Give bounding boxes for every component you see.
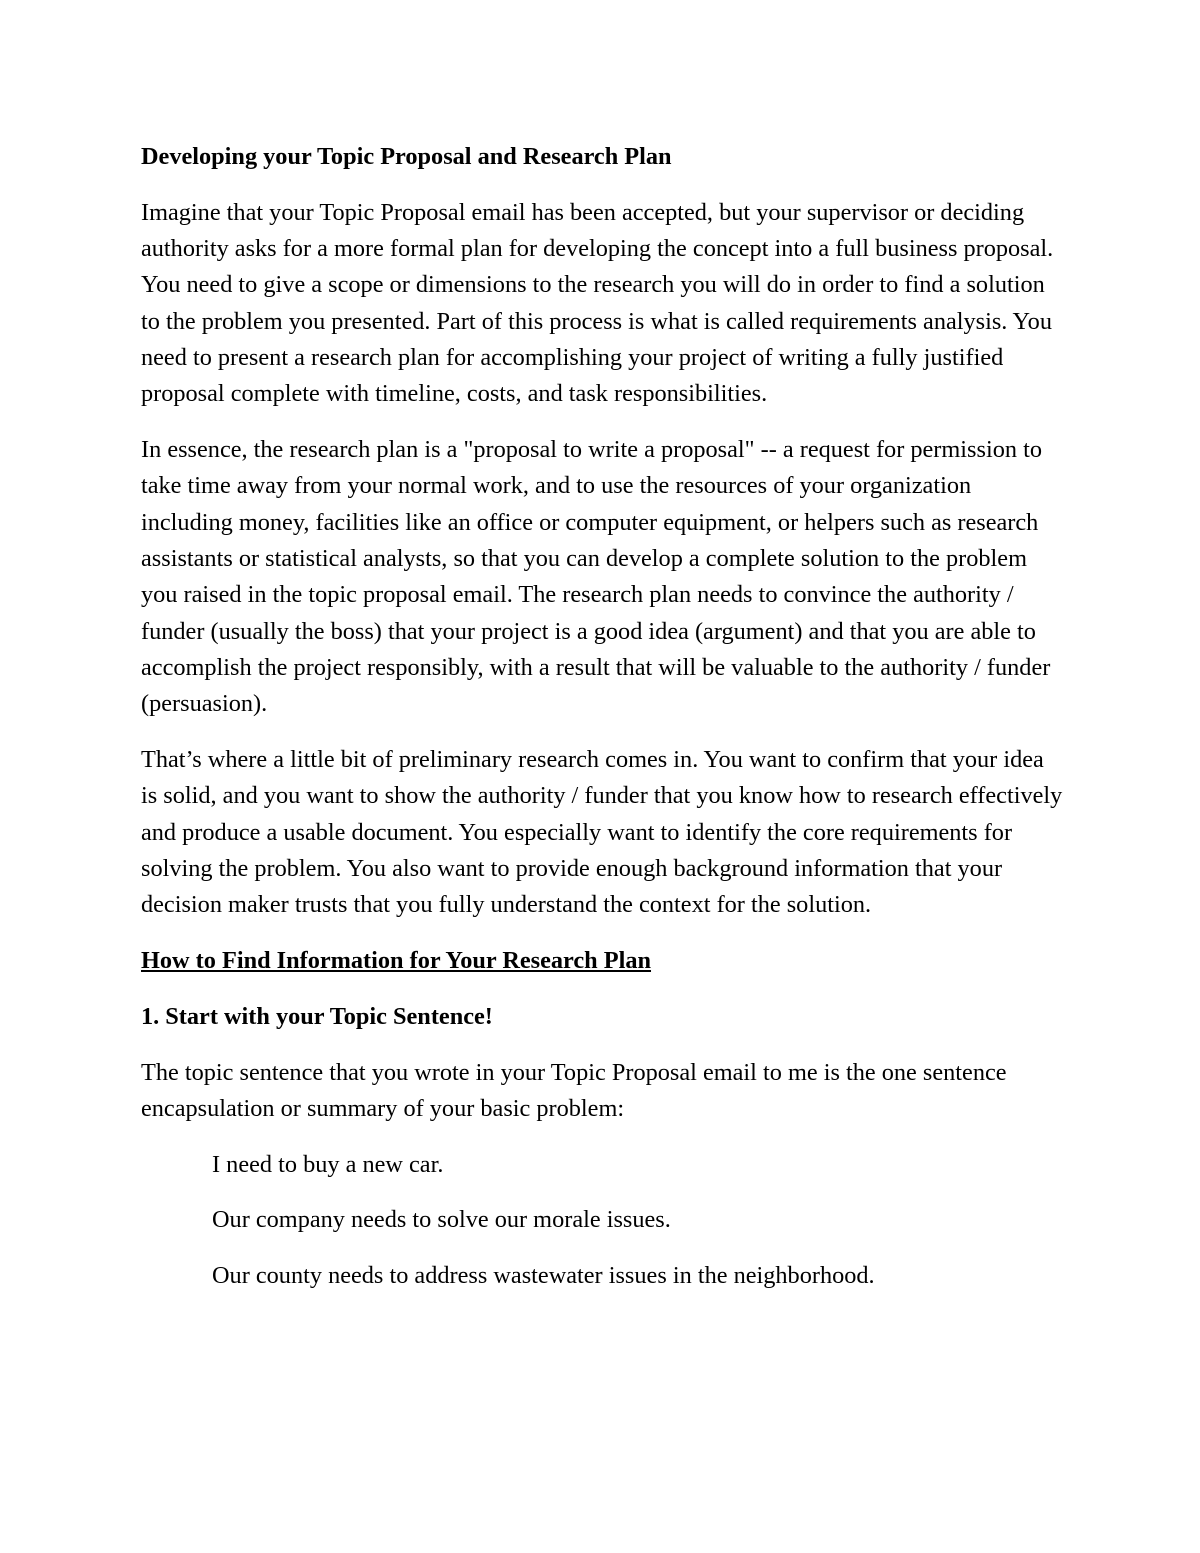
- paragraph-preliminary-research: That’s where a little bit of preliminary research comes in. You want to confirm that your idea is solid, and you want to show the authority / funder that you know how to research effectively and produce a usable document. You especially want to identify the core requirements for solving the problem. You also want to provide enough background information that your decision maker trusts that you fully understand the context for the solution.: [141, 745, 1063, 919]
- paragraph-intro: Imagine that your Topic Proposal email has been accepted, but your supervisor or deciding authority asks for a more formal plan for developing the concept into a full business proposal. You need to give a scope or dimensions to the research you will do in order to find a solution to the problem you presented. Part of this process is what is called requirements analysis. You need to present a research plan for accomplishing your project of writing a fully justified proposal complete with timeline, costs, and task responsibilities.: [141, 198, 1054, 408]
- paragraph-topic-sentence: The topic sentence that you wrote in your Topic Proposal email to me is the one sentence encapsulation or summary of your basic problem:: [141, 1058, 1007, 1122]
- example-sentence: I need to buy a new car.: [212, 1150, 444, 1178]
- example-sentence: Our company needs to solve our morale issues.: [212, 1206, 671, 1234]
- document-title: Developing your Topic Proposal and Research Plan: [141, 143, 672, 170]
- paragraph-research-plan-essence: In essence, the research plan is a "proposal to write a proposal" -- a request for permission to take time away from your normal work, and to use the resources of your organization including money, facilities like an office or computer equipment, or helpers such as research assistants or statistical analysts, so that you can develop a complete solution to the problem you raised in the topic proposal email. The research plan needs to convince the authority / funder (usually the boss) that your project is a good idea (argument) and that you are able to accomplish the project responsibly, with a result that will be valuable to the authority / funder (persuasion).: [141, 436, 1051, 718]
- section-heading: How to Find Information for Your Research Plan: [141, 946, 652, 974]
- document-body: [141, 139, 1066, 1314]
- example-sentence: Our county needs to address wastewater issues in the neighborhood.: [212, 1262, 875, 1290]
- step-1-heading: 1. Start with your Topic Sentence!: [141, 1002, 493, 1030]
